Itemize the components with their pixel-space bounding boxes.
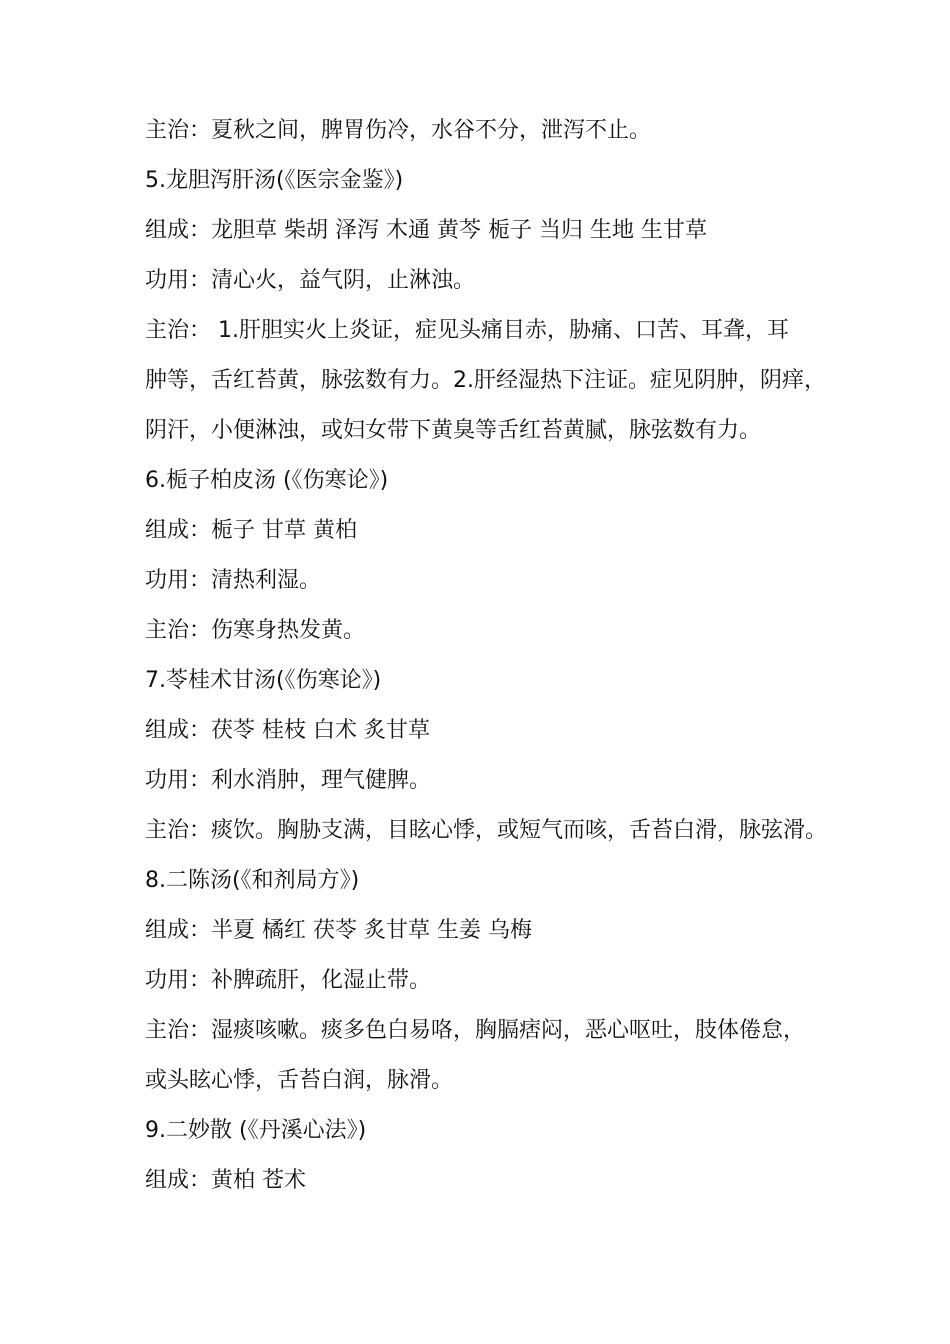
text-line-13: 组成：茯苓 桂枝 白术 炙甘草: [145, 718, 430, 743]
text-line-6: 肿等，舌红苔黄，脉弦数有力。2.肝经湿热下注证。症见阴肿，阴痒，: [145, 368, 826, 393]
text-line-3: 组成：龙胆草 柴胡 泽泻 木通 黄芩 栀子 当归 生地 生甘草: [145, 218, 707, 243]
text-line-18: 功用：补脾疏肝，化湿止带。: [145, 968, 432, 993]
heading-ermiao-san: 9.二妙散 (《丹溪心法》): [145, 1118, 367, 1143]
heading-linggui-zhugan-tang: 7.苓桂术甘汤(《伤寒论》): [145, 668, 382, 693]
text-line-15: 主治：痰饮。胸胁支满，目眩心悸，或短气而咳，舌苔白滑，脉弦滑。: [145, 818, 828, 843]
text-line-22: 组成：黄柏 苍术: [145, 1168, 306, 1193]
text-line-20: 或头眩心悸，舌苔白润，脉滑。: [145, 1068, 454, 1093]
text-line-19: 主治：湿痰咳嗽。痰多色白易咯，胸膈痞闷，恶心呕吐，肢体倦怠，: [145, 1018, 806, 1043]
text-line-4: 功用：清心火，益气阴，止淋浊。: [145, 268, 476, 293]
text-line-11: 主治：伤寒身热发黄。: [145, 618, 366, 643]
text-line-7: 阴汗，小便淋浊，或妇女带下黄臭等舌红苔黄腻，脉弦数有力。: [145, 418, 762, 443]
heading-erchen-tang: 8.二陈汤(《和剂局方》): [145, 868, 360, 893]
text-line-17: 组成：半夏 橘红 茯苓 炙甘草 生姜 乌梅: [145, 918, 532, 943]
heading-longdan-xiegan-tang: 5.龙胆泻肝汤(《医宗金鉴》): [145, 168, 404, 193]
text-line-9: 组成：栀子 甘草 黄柏: [145, 518, 357, 543]
heading-zhizi-baipi-tang: 6.栀子柏皮汤 (《伤寒论》): [145, 468, 389, 493]
text-line-5: 主治： 1.肝胆实火上炎证，症见头痛目赤，胁痛、口苦、耳聋，耳: [145, 318, 789, 343]
text-line-10: 功用：清热利湿。: [145, 568, 322, 593]
text-line-14: 功用：利水消肿，理气健脾。: [145, 768, 432, 793]
document-body: [145, 106, 845, 1206]
text-line-1: 主治：夏秋之间，脾胃伤冷，水谷不分，泄泻不止。: [145, 118, 652, 143]
